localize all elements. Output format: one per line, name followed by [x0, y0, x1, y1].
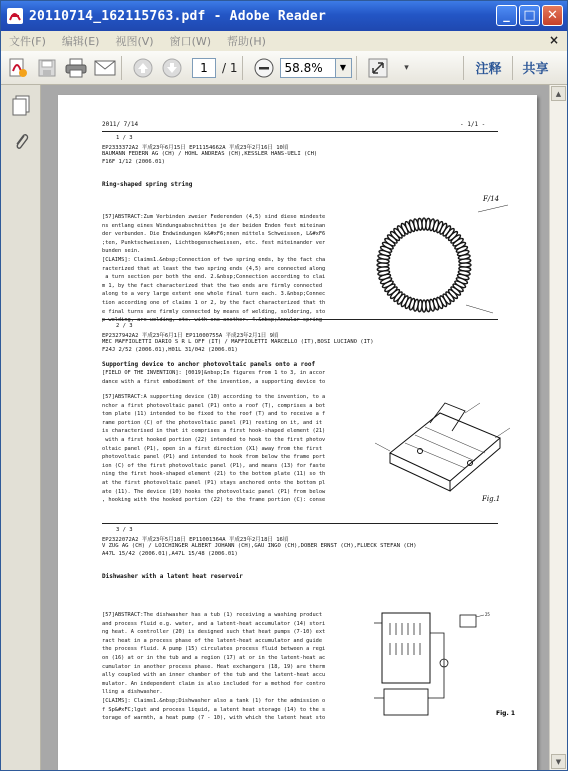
- toolbar-separator: [463, 56, 464, 80]
- share-button[interactable]: 共享: [522, 62, 549, 77]
- figure-label: Fig. 1: [496, 710, 515, 717]
- toolbar-separator: [121, 56, 122, 80]
- record-meta: EP2327942A2 平成23年6月1日 EP11000755A 平成23年2月1日 9頃: [102, 333, 279, 339]
- menu-file[interactable]: 文件(F): [9, 35, 46, 48]
- zoom-out-icon[interactable]: [252, 56, 276, 80]
- figure-reference: 25: [485, 612, 490, 617]
- record-separator: [102, 319, 498, 320]
- record-title: Dishwasher with a latent heat reservoir: [102, 573, 243, 580]
- record-title: Ring-shaped spring string: [102, 181, 193, 188]
- mounting-device-figure: [370, 383, 520, 508]
- toolbar-separator: [356, 56, 357, 80]
- close-button[interactable]: ✕: [542, 5, 563, 26]
- record-applicant: V ZUG AG (CH) / LOICHINGER ALBERT JOHANN (CH),GAU INGO (CH),DOBER ERNST (CH),FLUECK STEFAN (CH): [102, 543, 417, 549]
- page-header-number: - 1/1 -: [460, 121, 486, 128]
- dishwasher-figure: [364, 603, 534, 733]
- record-ipc: F24J 2/52 (2006.01),H01L 31/042 (2006.01): [102, 347, 238, 353]
- prev-page-icon[interactable]: [131, 56, 155, 80]
- pdf-page: [58, 95, 537, 770]
- print-icon[interactable]: [64, 56, 88, 80]
- scroll-down-icon[interactable]: ▼: [551, 754, 566, 769]
- ring-spring-figure: [358, 187, 518, 337]
- menu-edit[interactable]: 编辑(E): [61, 35, 100, 48]
- record-ipc: A47L 15/42 (2006.01),A47L 15/48 (2006.01): [102, 551, 238, 557]
- window-title: 20110714_162115763.pdf - Adobe Reader: [29, 8, 326, 24]
- maximize-button[interactable]: □: [519, 5, 540, 26]
- record-meta: EP2333372A2 平成23年6月15日 EP11154662A 平成23年2月16日 10頃: [102, 145, 289, 151]
- annotate-button[interactable]: 注释: [475, 62, 502, 77]
- attachments-icon[interactable]: [13, 131, 29, 157]
- page-total: / 1: [222, 60, 238, 75]
- email-icon[interactable]: [93, 56, 117, 80]
- toolbar-separator: [512, 56, 513, 80]
- record-abstract: [57]ABSTRACT:A supporting device (10) according to the invention, to a nchor a first photovoltaic panel (P1) onto a roof (T), comprises a bot tom plate (11) intended to be fixed to the roof (T) and to receive a f rame portion (C) of the photovoltaic panel (P1) resting on it, and it is characterised in that it comprises a first hook-shaped element (21) with a first hooked portion (22) intended to hook to the first photov oltaic panel (P1), open in a first direction (X1) away from the first photovoltaic panel (P1) and intended to hook from below the frame port ion (C) of the first photovoltaic panel (P1), and means (13) for faste ning the first hook-shaped element (21) to the bottom plate (11) so th at the first photovoltaic panel (P1) stays anchored onto the bottom pl ate (11). The device (10) hooks the photovoltaic panel (P1) from below , hooking with the hooked portion (22) to the frame portion (C): conse: [102, 394, 326, 504]
- record-field: [FIELD OF THE INVENTION]: [0019]&nbsp;In figures from 1 to 3, in accor dance with a first embodiment of the invention, a supporting device to: [102, 370, 326, 385]
- page-header-date: 2011/ 7/14: [102, 121, 139, 128]
- record-ipc: F16F 1/12 (2006.01): [102, 159, 165, 165]
- record-meta: EP2322072A2 平成23年5月18日 EP11001364A 平成23年2月18日 16頃: [102, 537, 289, 543]
- menu-view[interactable]: 视图(V): [115, 35, 154, 48]
- toolbar-menu-icon[interactable]: ▾: [404, 62, 409, 73]
- next-page-icon[interactable]: [160, 56, 184, 80]
- record-title: Supporting device to anchor photovoltaic panels onto a roof: [102, 361, 316, 368]
- record-abstract: [57]ABSTRACT:The dishwasher has a tub (1) receiving a washing product and process fluid e.g. water, and a latent-heat accumulator (14) stori ng heat. A controller (20) is designed such that heat pumps (7-10) ext ract heat in a process phase of the latent-heat accumulator and guide the process fluid. A pump (15) circulates process fluid between a regi on (16) at or in the tub and a region (17) at or in the latent-heat ac cumulator in another process phase. Heat exchangers (18, 19) are therm ally coupled with an inner chamber of the tub and the latent-heat accu mulator. An independent claim is also included for a method for contro lling a dishwasher. [CLAIMS]: Claims1.&nbsp;Dishwasher also a tank (1) for the admission o f Sp&#xFC;lgut and process liquid, a latent heat storage (14) to the s torage of warmth, a heat pump (7 - 10), with which the latent heat sto: [102, 612, 326, 722]
- scroll-up-icon[interactable]: ▲: [551, 86, 566, 101]
- vertical-scrollbar[interactable]: [549, 85, 567, 770]
- navigation-pane: [1, 85, 41, 770]
- toolbar-separator: [242, 56, 243, 80]
- menu-help[interactable]: 帮助(H): [227, 35, 266, 48]
- fit-page-icon[interactable]: [366, 56, 390, 80]
- record-separator: [102, 523, 498, 524]
- title-bar[interactable]: [1, 1, 567, 31]
- header-rule: [102, 131, 498, 132]
- record-index: 3 / 3: [116, 527, 133, 533]
- figure-label: F/14: [483, 195, 500, 203]
- zoom-dropdown-icon[interactable]: ▼: [336, 58, 352, 78]
- figure-label: Fig.1: [482, 495, 501, 503]
- record-applicant: BAUMANN FEDERN AG (CH) / HOHL ANDREAS (CH),KESSLER HANS-UELI (CH): [102, 151, 318, 157]
- pdf-app-icon: [7, 8, 23, 24]
- page-number-input[interactable]: 1: [192, 58, 216, 78]
- record-index: 2 / 3: [116, 323, 133, 329]
- pages-icon[interactable]: [11, 95, 31, 121]
- record-applicant: MEC MAFFIOLETTI DARIO S R L OFF (IT) / MAFFIOLETTI MARCELLO (IT),BOSI LUCIANO (IT): [102, 339, 374, 345]
- record-abstract: [57]ABSTRACT:Zum Verbinden zweier Federenden (4,5) sind diese mindeste ns entlang eines Windungsabschnittes je der beiden Enden fest miteinan der verbunden. Die Endwindungen k&#xF6;nnen mittels Schweissen, L&#xF6 ;ten, Punktschweissen, Lichtbogenschweissen, etc. fest miteinander ver bunden sein. [CLAIMS]: Claims1.&nbsp;Connection of two spring ends, by the fact cha racterized that at least the two spring ends (4,5) are connected along a turn section per both the end. 2.&nbsp;Connection according to clai m 1, by the fact characterized that the two ends are firmly connected along to a very large extent one whole final turn each. 3.&nbsp;Connec tion according one of claims 1 or 2, by the fact characterized that th e final turns are firmly connected by means of welding, soldering, sto p welding, arc welding, etc. with one another. 4.&nbsp;Annular spring: [102, 214, 326, 324]
- save-icon[interactable]: [35, 56, 59, 80]
- menu-bar: [1, 31, 567, 51]
- close-document-button[interactable]: ×: [548, 33, 559, 47]
- toolbar: [1, 51, 567, 85]
- zoom-level-input[interactable]: 58.8%: [280, 58, 336, 78]
- menu-window[interactable]: 窗口(W): [169, 35, 212, 48]
- document-viewport[interactable]: [41, 85, 549, 770]
- record-index: 1 / 3: [116, 135, 133, 141]
- minimize-button[interactable]: _: [496, 5, 517, 26]
- create-pdf-icon[interactable]: [6, 56, 30, 80]
